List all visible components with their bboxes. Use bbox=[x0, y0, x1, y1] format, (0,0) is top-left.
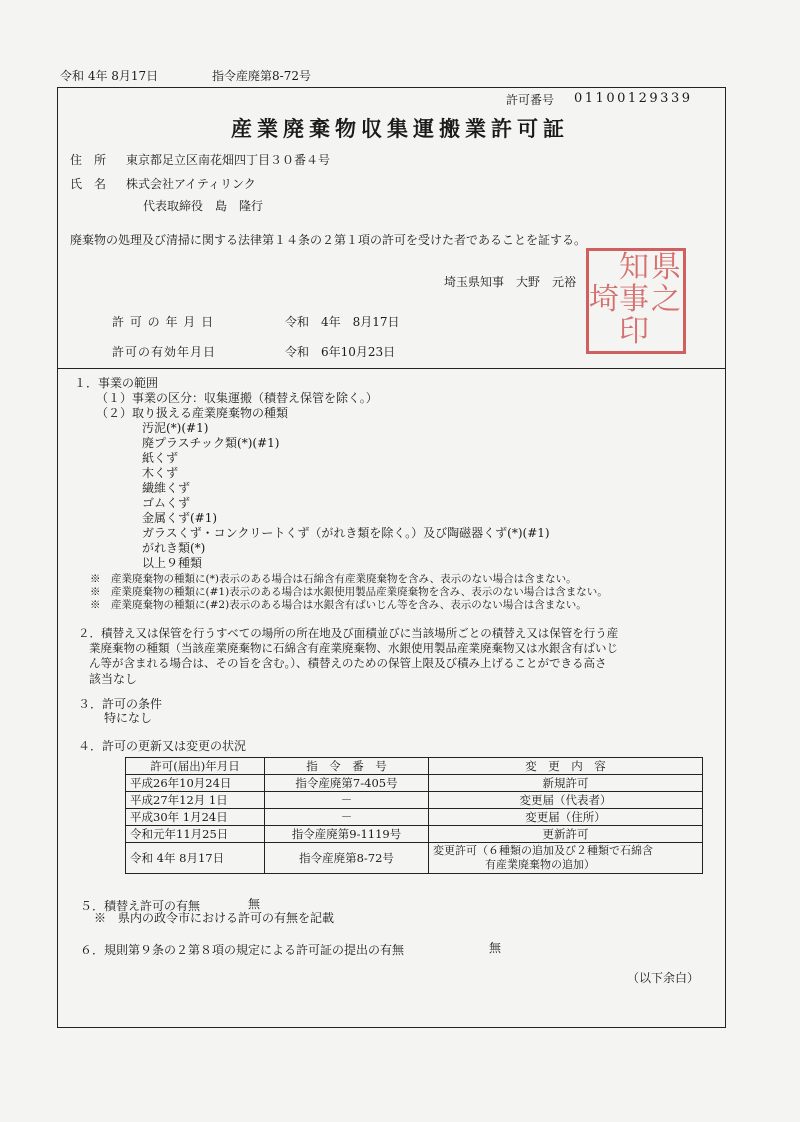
column-header: 変 更 内 容 bbox=[429, 758, 703, 775]
table-cell: 令和 4年 8月17日 bbox=[126, 843, 265, 874]
submission-value: 無 bbox=[489, 941, 502, 955]
column-header: 許可(届出)年月日 bbox=[126, 758, 265, 775]
table-cell: 平成26年10月24日 bbox=[126, 775, 265, 792]
seal-char: 知 bbox=[619, 250, 649, 285]
permit-number: 01100129339 bbox=[574, 91, 693, 106]
storage-text: ん等が含まれる場合は、その旨を含む。）、積替えのための保管上限及び積み上げることができる高さ bbox=[89, 656, 607, 670]
table-cell: 指令産廃第9-1119号 bbox=[265, 826, 429, 843]
waste-type-item: がれき類(*) bbox=[142, 541, 206, 555]
address-label: 住 所 bbox=[70, 153, 107, 167]
seal-char: 県 bbox=[651, 250, 681, 285]
table-row bbox=[126, 843, 703, 874]
legend-note: ※ 産業廃棄物の種類に(*)表示のある場合は石綿含有産業廃棄物を含み、表示のない場合は含まない。 bbox=[90, 573, 577, 585]
seal-char: 事 bbox=[619, 282, 649, 317]
directive-number: 指令産廃第8-72号 bbox=[212, 69, 311, 83]
table-cell: 平成30年 1月24日 bbox=[126, 809, 265, 826]
table-row bbox=[126, 809, 703, 826]
valid-date-value: 令和 6年10月23日 bbox=[285, 345, 396, 359]
waste-type-item: 金属くず(#1) bbox=[142, 511, 218, 525]
change-detail-line: 有産業廃棄物の追加） bbox=[485, 858, 595, 871]
transfer-permit-heading: ５．積替え許可の有無 bbox=[80, 899, 201, 913]
permit-date-label: 許 可 の 年 月 日 bbox=[112, 315, 215, 329]
table-header-row bbox=[126, 758, 703, 775]
storage-text: ２．積替え又は保管を行うすべての場所の所在地及び面積並びに当該場所ごとの積替え又は保管を行う産 bbox=[78, 626, 619, 640]
storage-text: 業廃棄物の種類（当該産業廃棄物に石綿含有産業廃棄物、水銀使用製品産業廃棄物又は水銀含有ばいじ bbox=[89, 641, 618, 655]
issue-date: 令和 4年 8月17日 bbox=[60, 69, 159, 83]
table-cell: 変更届（住所） bbox=[429, 809, 703, 826]
legend-note: ※ 産業廃棄物の種類に(#1)表示のある場合は水銀使用製品産業廃棄物を含み、表示のない場合は含まない。 bbox=[90, 586, 608, 598]
address-value: 東京都足立区南花畑四丁目３０番４号 bbox=[126, 153, 331, 167]
waste-type-total: 以上９種類 bbox=[142, 556, 203, 570]
transfer-permit-note: ※ 県内の政令市における許可の有無を記載 bbox=[94, 911, 335, 925]
permit-date-value: 令和 4年 8月17日 bbox=[285, 315, 400, 329]
name-label: 氏 名 bbox=[70, 177, 107, 191]
table-cell bbox=[429, 843, 703, 874]
seal-char: 埼 bbox=[589, 282, 619, 317]
table-cell: 平成27年12月 1日 bbox=[126, 792, 265, 809]
table-cell: 指令産廃第7-405号 bbox=[265, 775, 429, 792]
storage-value: 該当なし bbox=[89, 672, 138, 686]
business-division: （１）事業の区分：収集運搬（積替え保管を除く。） bbox=[96, 391, 378, 405]
certificate-title: 産業廃棄物収集運搬業許可証 bbox=[231, 116, 569, 141]
scope-heading: １．事業の範囲 bbox=[74, 376, 159, 390]
official-seal bbox=[586, 248, 686, 354]
table-row bbox=[126, 792, 703, 809]
company-name: 株式会社アイティリンク bbox=[126, 177, 256, 191]
table-cell: － bbox=[265, 792, 429, 809]
waste-type-item: 紙くず bbox=[142, 451, 179, 465]
column-header: 指 令 番 号 bbox=[265, 758, 429, 775]
table-row bbox=[126, 775, 703, 792]
seal-char: 之 bbox=[651, 282, 681, 317]
table-cell: 指令産廃第8-72号 bbox=[265, 843, 429, 874]
submission-heading: ６．規則第９条の２第８項の規定による許可証の提出の有無 bbox=[80, 943, 405, 957]
history-table bbox=[125, 757, 703, 874]
waste-type-item: 繊維くず bbox=[142, 481, 191, 495]
waste-type-item: 汚泥(*)(#1) bbox=[142, 421, 209, 435]
table-row bbox=[126, 826, 703, 843]
issuer: 埼玉県知事 大野 元裕 bbox=[444, 275, 577, 289]
permit-number-label: 許可番号 bbox=[506, 93, 555, 107]
table-cell: 更新許可 bbox=[429, 826, 703, 843]
seal-char: 印 bbox=[619, 314, 649, 349]
waste-type-item: ゴムくず bbox=[142, 496, 191, 510]
table-cell: － bbox=[265, 809, 429, 826]
valid-date-label: 許可の有効年月日 bbox=[112, 345, 217, 359]
table-cell: 令和元年11月25日 bbox=[126, 826, 265, 843]
waste-type-item: ガラスくず・コンクリートくず（がれき類を除く。）及び陶磁器くず(*)(#1) bbox=[142, 526, 550, 540]
representative: 代表取締役 島 隆行 bbox=[143, 199, 264, 213]
transfer-permit-value: 無 bbox=[248, 897, 261, 911]
waste-type-item: 廃プラスチック類(*)(#1) bbox=[142, 436, 280, 450]
change-detail-line: 変更許可（６種類の追加及び２種類で石綿含 bbox=[433, 844, 653, 857]
certification-statement: 廃棄物の処理及び清掃に関する法律第１４条の２第１項の許可を受けた者であることを証する。 bbox=[70, 233, 587, 247]
legend-note: ※ 産業廃棄物の種類に(#2)表示のある場合は水銀含有ばいじん等を含み、表示のない場合は含まない。 bbox=[90, 599, 587, 611]
end-remark: （以下余白） bbox=[627, 971, 700, 985]
section-divider bbox=[57, 368, 726, 369]
waste-type-item: 木くず bbox=[142, 466, 179, 480]
table-cell: 新規許可 bbox=[429, 775, 703, 792]
history-heading: ４．許可の更新又は変更の状況 bbox=[78, 739, 247, 753]
conditions-value: 特になし bbox=[104, 711, 153, 725]
conditions-heading: ３．許可の条件 bbox=[78, 697, 163, 711]
table-cell: 変更届（代表者） bbox=[429, 792, 703, 809]
waste-types-heading: （２）取り扱える産業廃棄物の種類 bbox=[96, 406, 289, 420]
